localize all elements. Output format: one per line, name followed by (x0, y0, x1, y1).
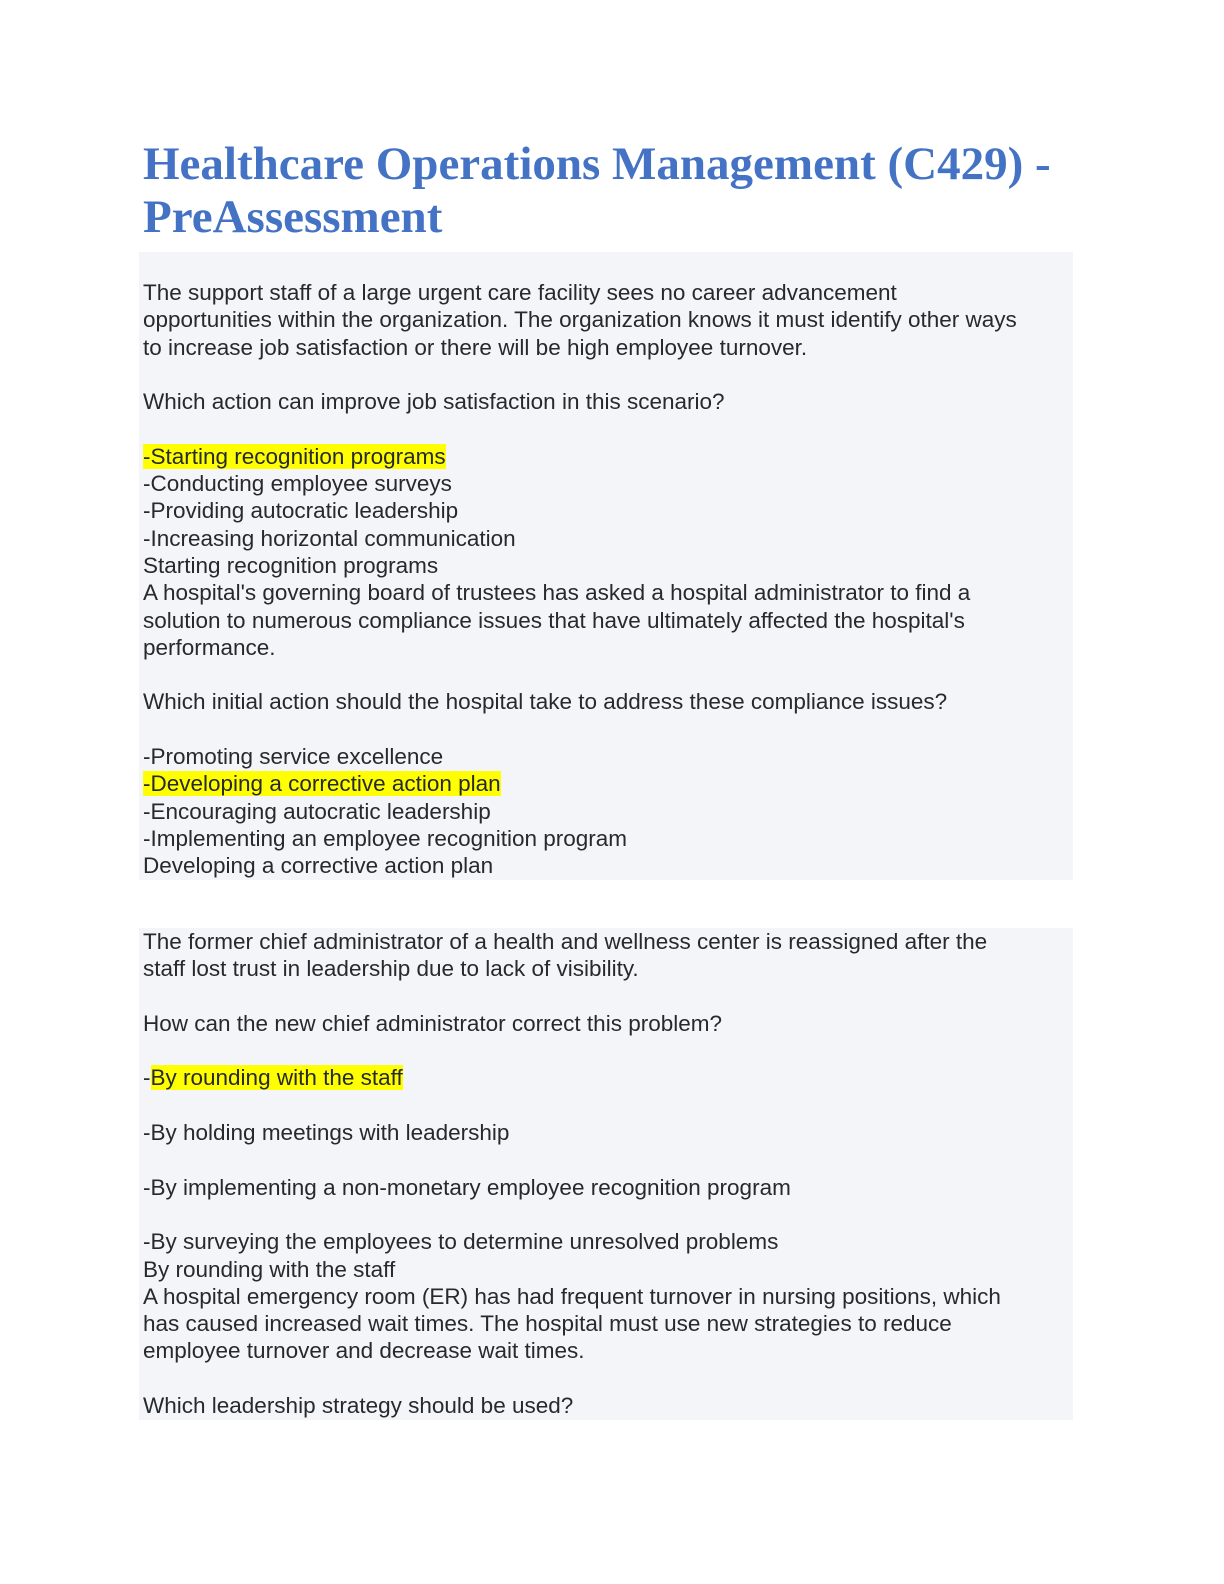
question-stem-line: The support staff of a large urgent care facility sees no career advancement (143, 280, 897, 305)
answer-option: -Conducting employee surveys (143, 471, 452, 497)
page-title: Healthcare Operations Management (C429) - PreAssessment (143, 138, 1051, 243)
answer-option: -Providing autocratic leadership (143, 498, 459, 524)
blank-line (143, 361, 1073, 388)
blank-line (143, 1146, 1073, 1173)
content-block (139, 252, 1073, 880)
answer-key: Starting recognition programs (143, 552, 439, 578)
question-stem-line: The former chief administrator of a health and wellness center is reassigned after the (143, 929, 988, 954)
question-prompt: Which action can improve job satisfaction in this scenario? (143, 389, 725, 415)
blank-line (143, 661, 1073, 688)
question-stem-line: staff lost trust in leadership due to lack of visibility. (143, 956, 639, 982)
answer-option: -Implementing an employee recognition program (143, 825, 628, 851)
question-stem-line: solution to numerous compliance issues that have ultimately affected the hospital's (143, 607, 965, 633)
answer-option: -Increasing horizontal communication (143, 525, 516, 551)
question-stem-line: opportunities within the organization. The organization knows it must identify other ways (143, 307, 1017, 333)
question-prompt: How can the new chief administrator correct this problem? (143, 1010, 723, 1036)
answer-option: -Encouraging autocratic leadership (143, 798, 491, 824)
highlighted-option: -Developing a corrective action plan (143, 771, 501, 797)
answer-option-correct (143, 1064, 1073, 1091)
answer-key: By rounding with the staff (143, 1256, 396, 1282)
question-stem-line: performance. (143, 634, 276, 660)
option-prefix: - (143, 1065, 151, 1091)
answer-key: Developing a corrective action plan (143, 853, 494, 879)
highlighted-option: By rounding with the staff (150, 1065, 403, 1091)
answer-option: -By implementing a non-monetary employee recognition program (143, 1174, 791, 1200)
question-stem-line: A hospital's governing board of trustees has asked a hospital administrator to find a (143, 580, 971, 606)
blank-line (143, 716, 1073, 743)
blank-line (143, 1201, 1073, 1228)
blank-line (143, 415, 1073, 442)
answer-option: -By surveying the employees to determine unresolved problems (143, 1229, 779, 1255)
question-stem-line: employee turnover and decrease wait times. (143, 1338, 585, 1364)
blank-line (143, 1037, 1073, 1064)
blank-line (143, 1092, 1073, 1119)
content-block (139, 928, 1073, 1420)
answer-option: -Promoting service excellence (143, 744, 444, 770)
question-stem-line: to increase job satisfaction or there will be high employee turnover. (143, 334, 808, 360)
question-prompt: Which initial action should the hospital take to address these compliance issues? (143, 689, 948, 715)
question-stem-line: has caused increased wait times. The hospital must use new strategies to reduce (143, 1311, 952, 1337)
blank-line (143, 1365, 1073, 1392)
answer-option-correct (143, 443, 1073, 470)
highlighted-option: -Starting recognition programs (143, 443, 446, 469)
question-prompt: Which leadership strategy should be used? (143, 1393, 574, 1419)
answer-option: -By holding meetings with leadership (143, 1120, 510, 1146)
question-stem-line: A hospital emergency room (ER) has had frequent turnover in nursing positions, which (143, 1283, 1001, 1309)
answer-option-correct (143, 770, 1073, 797)
blank-line (143, 983, 1073, 1010)
